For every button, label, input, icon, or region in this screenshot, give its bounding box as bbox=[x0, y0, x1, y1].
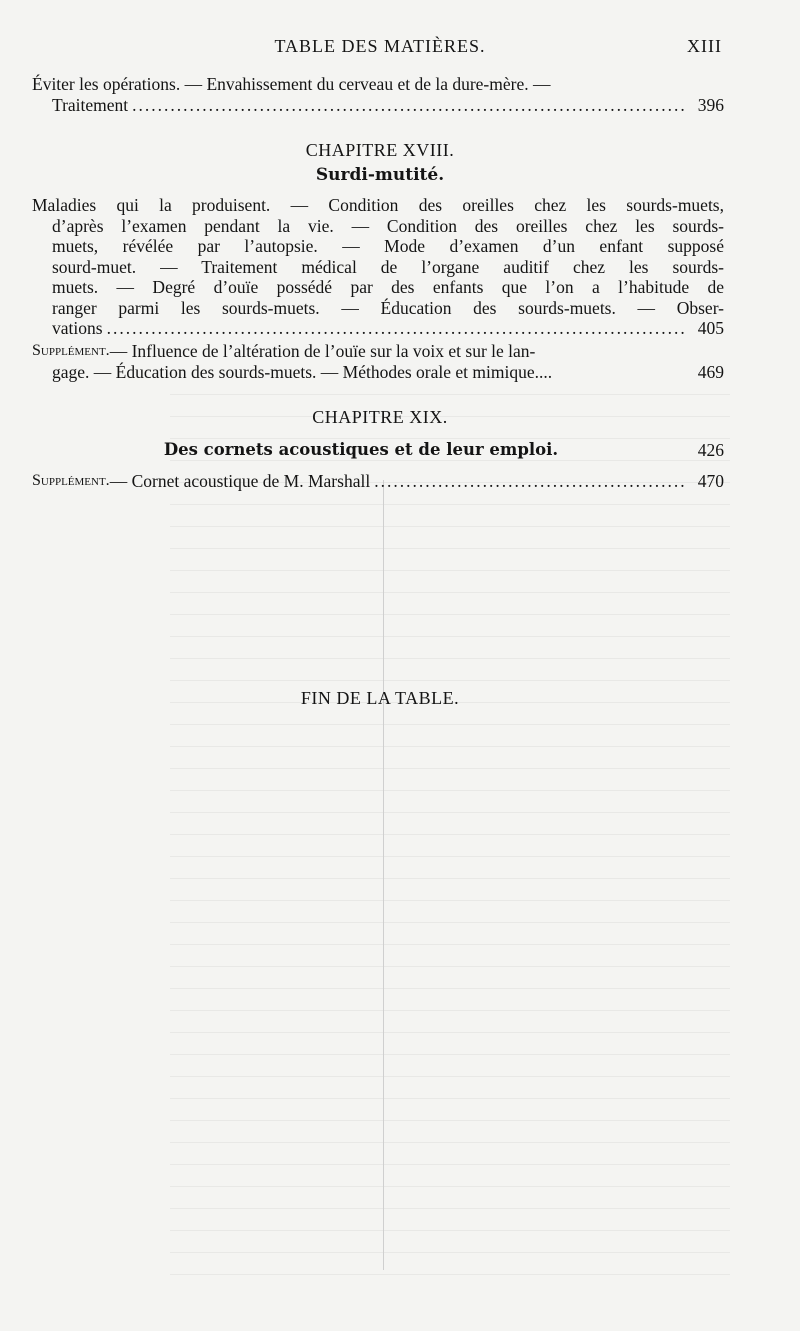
toc-entry-line bbox=[32, 471, 724, 492]
toc-entry-line bbox=[32, 318, 724, 339]
page-number: XIII bbox=[687, 36, 722, 56]
chapter-subtitle: Des cornets acoustiques et de leur emploi. bbox=[163, 440, 559, 459]
toc-entry-operations bbox=[32, 74, 724, 115]
toc-page-number: 469 bbox=[697, 361, 724, 382]
toc-page-number: 396 bbox=[697, 94, 724, 115]
chapter-heading: CHAPITRE XVIII. bbox=[305, 140, 455, 160]
toc-supplement-marshall bbox=[32, 471, 724, 492]
toc-entry-line: Maladies qui la produisent. — Condition des oreilles chez les sourds-muets, bbox=[32, 195, 724, 215]
bleed-through-column-rule bbox=[383, 480, 384, 1270]
toc-entry-text: gage. — Éducation des sourds-muets. — Méthodes orale et mimique.... bbox=[52, 361, 553, 382]
toc-entry-text: vations bbox=[52, 318, 103, 338]
running-header-title: TABLE DES MATIÈRES. bbox=[274, 36, 486, 56]
toc-entry-line bbox=[32, 440, 724, 461]
toc-entry-line: sourd-muet. — Traitement médical de l’organe auditif chez les sourds- bbox=[52, 256, 724, 277]
toc-page-number: 426 bbox=[697, 440, 724, 460]
toc-entry-line bbox=[32, 362, 724, 383]
toc-entry-line: muets. — Degré d’ouïe possédé par des enfants que l’on a l’habitude de bbox=[52, 277, 724, 297]
supplement-label: Supplément. bbox=[32, 342, 110, 359]
bleed-through-text bbox=[170, 380, 730, 1280]
end-of-table: FIN DE LA TABLE. bbox=[300, 688, 460, 708]
toc-entry-text: Éviter les opérations. — Envahissement du cerveau et de la dure-mère. — bbox=[32, 74, 551, 94]
toc-entry-text: — Influence de l’altération de l’ouïe sur la voix et sur le lan- bbox=[109, 341, 536, 361]
toc-entry-text: — Cornet acoustique de M. Marshall bbox=[109, 471, 371, 491]
toc-entry-text: Traitement bbox=[52, 94, 129, 115]
toc-entry-line: muets, révélée par l’autopsie. — Mode d’examen d’un enfant supposé bbox=[52, 236, 724, 256]
chapter-subtitle: Surdi-mutité. bbox=[315, 165, 445, 185]
toc-entry-line bbox=[32, 74, 724, 95]
supplement-label: Supplément. bbox=[32, 472, 110, 489]
toc-supplement-voix bbox=[32, 341, 724, 382]
dot-leader bbox=[374, 471, 686, 492]
toc-entry-surdi-mutite bbox=[32, 195, 724, 339]
toc-entry-line: ranger parmi les sourds-muets. — Éducation des sourds-muets. — Obser- bbox=[52, 297, 724, 318]
toc-entry-line bbox=[32, 95, 724, 116]
dot-leader bbox=[107, 318, 686, 339]
toc-entry-cornets bbox=[32, 440, 724, 461]
toc-page-number: 470 bbox=[697, 471, 724, 491]
toc-entry-line bbox=[32, 341, 724, 362]
toc-page-number: 405 bbox=[697, 318, 724, 338]
chapter-heading: CHAPITRE XIX. bbox=[312, 407, 448, 427]
toc-entry-line: d’après l’examen pendant la vie. — Condition des oreilles chez les sourds- bbox=[52, 215, 724, 236]
dot-leader bbox=[132, 95, 686, 116]
